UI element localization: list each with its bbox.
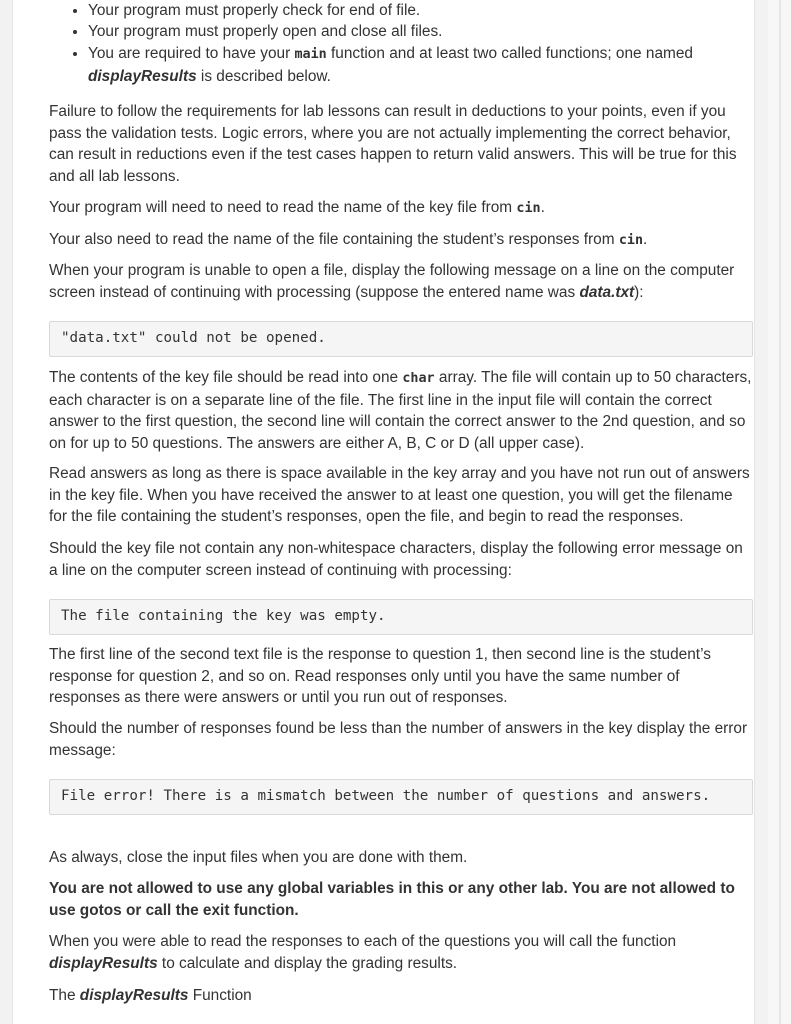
code-block-empty-key: The file containing the key was empty. <box>49 599 753 635</box>
lesson-content-card <box>12 0 755 1024</box>
file-name: data.txt <box>579 283 635 301</box>
paragraph-mismatch: Should the number of responses found be less than the number of answers in the key display the error message: <box>49 720 748 759</box>
paragraph-read-answers: Read answers as long as there is space available in the key array and you have not run out of answers in the key file. When you have received the answer to at least one question, you will get the filename for the file containing the student’s responses, open the file, and begin to read the responses. <box>49 465 750 525</box>
scrollbar-track <box>779 0 781 1024</box>
paragraph-close-files: As always, close the input files when you are done with them. <box>49 849 468 866</box>
code-block-open-error: "data.txt" could not be opened. <box>49 321 753 357</box>
paragraph-no-globals: You are not allowed to use any global variables in this or any other lab. You are not allowed to use gotos or call the exit function. <box>49 880 735 919</box>
list-item: • Your program must properly open and close all files. <box>88 21 748 43</box>
paragraph-failure: Failure to follow the requirements for lab lessons can result in deductions to your points, even if you pass the validation tests. Logic errors, where you are not actually implementing the correct behavior, can result in reductions even if the test cases happen to return valid answers. This will be true for this and all lab lessons. <box>49 103 737 185</box>
paragraph-empty-key: Should the key file not contain any non-whitespace characters, display the following error message on a line on the computer screen instead of continuing with processing: <box>49 540 743 579</box>
paragraph-key-name: Your program will need to need to read the name of the key file from cin. <box>49 199 545 216</box>
paragraph-key-contents: The contents of the key file should be read into one char array. The file will contain up to 50 characters, each character is on a separate line of the file. The first line in the input file will contain the correct answer to the first question, the second line will contain the correct answer to the 2nd question, and so on for up to 50 questions. The answers are either A, B, C or D (all upper case). <box>49 369 752 452</box>
section-heading-display-results: The displayResults Function <box>49 987 252 1004</box>
paragraph-response-name: Your also need to read the name of the file containing the student’s responses from cin. <box>49 231 648 248</box>
code-block-mismatch: File error! There is a mismatch between the number of questions and answers. <box>49 779 753 815</box>
paragraph-second-file: The first line of the second text file is the response to question 1, then second line is the student’s response for question 2, and so on. Read responses only until you have the same number of responses as there were answers or until you run out of responses. <box>49 646 711 706</box>
paragraph-unable-open: When your program is unable to open a file, display the following message on a line on the computer screen instead of continuing with processing (suppose the entered name was data.txt): <box>49 262 735 301</box>
function-name: displayResults <box>88 67 197 85</box>
inline-code: cin <box>516 201 541 216</box>
page-scrollbar[interactable] <box>768 0 791 1024</box>
inline-code: char <box>402 371 435 386</box>
function-name: displayResults <box>49 954 158 972</box>
function-name: displayResults <box>79 987 189 1004</box>
list-item: • You are required to have your main function and at least two called functions; one named displayResults is described below. <box>88 43 718 87</box>
inline-code: cin <box>618 233 644 248</box>
inline-code: main <box>294 47 327 62</box>
paragraph-call-function: When you were able to read the responses to each of the questions you will call the function displayResults to calculate and display the grading results. <box>49 933 677 972</box>
list-item: • Your program must properly check for end of file. <box>88 0 748 22</box>
